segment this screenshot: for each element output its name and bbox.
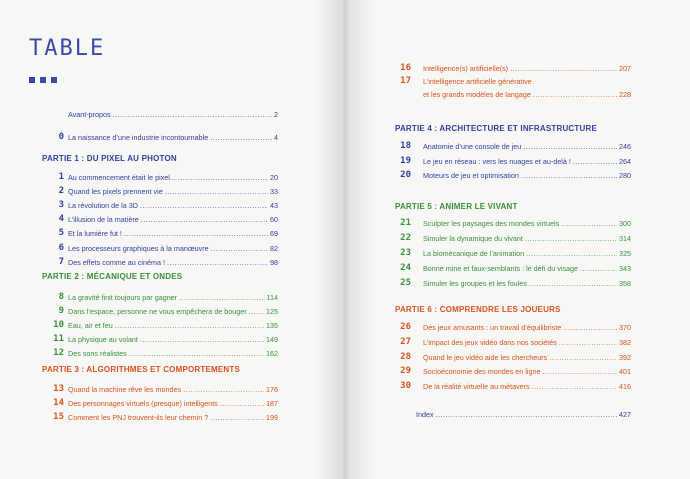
toc-entry bbox=[416, 410, 631, 420]
entry-title: La physique au volant bbox=[68, 335, 138, 344]
dot-leader bbox=[115, 321, 264, 331]
entry-title: Et la lumière fut ! bbox=[68, 229, 122, 239]
toc-entry bbox=[423, 157, 631, 167]
dot-leader bbox=[529, 279, 617, 289]
page-number: 314 bbox=[619, 234, 631, 244]
entry-title: Comment les PNJ trouvent-ils leur chemin ? bbox=[68, 413, 209, 422]
page-number: 187 bbox=[266, 399, 278, 408]
chapter-number: 5 bbox=[58, 228, 64, 239]
toc-entry bbox=[68, 173, 278, 183]
page-number: 228 bbox=[619, 89, 631, 99]
entry-title: Sculpter les paysages des mondes virtuels bbox=[423, 219, 560, 228]
dot-leader bbox=[129, 349, 264, 359]
toc-entry bbox=[423, 171, 631, 181]
page-number: 4 bbox=[274, 133, 278, 142]
page-number: 114 bbox=[266, 293, 278, 302]
dot-leader bbox=[510, 64, 617, 74]
page-number: 69 bbox=[270, 229, 278, 239]
dot-leader bbox=[140, 201, 268, 211]
chapter-number: 25 bbox=[400, 278, 411, 289]
dot-leader bbox=[549, 353, 617, 363]
entry-title: L’illusion de la matière bbox=[68, 215, 139, 225]
chapter-number: 16 bbox=[400, 63, 411, 73]
chapter-number: 2 bbox=[58, 186, 64, 197]
toc-entry bbox=[423, 323, 631, 333]
book-gutter bbox=[315, 0, 375, 479]
chapter-number: 23 bbox=[400, 248, 411, 259]
toc-entry bbox=[68, 215, 278, 225]
chapter-number: 8 bbox=[58, 292, 64, 302]
dot-leader bbox=[521, 171, 617, 181]
chapter-number: 13 bbox=[53, 384, 64, 394]
dot-leader bbox=[563, 323, 617, 333]
page-number: 343 bbox=[619, 264, 631, 274]
entry-title: Des sons réalistes bbox=[68, 349, 127, 358]
entry-title: La révolution de la 3D bbox=[68, 201, 138, 211]
page-number: 98 bbox=[270, 257, 278, 267]
dot-leader bbox=[249, 307, 264, 317]
entry-title: Des effets comme au cinéma ! bbox=[68, 257, 165, 267]
entry-title: Quand la machine rêve les mondes bbox=[68, 385, 182, 394]
toc-entry bbox=[68, 349, 278, 359]
chapter-number: 21 bbox=[400, 218, 411, 228]
entry-title: Dans l’espace, personne ne vous empêchera de bouger bbox=[68, 307, 247, 316]
page-number: 125 bbox=[266, 307, 278, 316]
chapter-number: 24 bbox=[400, 263, 411, 274]
dot-leader bbox=[532, 382, 617, 392]
dot-leader bbox=[165, 187, 268, 197]
toc-entry bbox=[68, 413, 278, 423]
entry-title: Simuler la dynamique du vivant bbox=[423, 234, 523, 244]
entry-title: Socioéconomie des mondes en ligne bbox=[423, 367, 541, 377]
part-heading: PARTIE 1 : DU PIXEL AU PHOTON bbox=[42, 154, 177, 163]
dot-leader bbox=[140, 335, 264, 345]
toc-entry bbox=[423, 382, 631, 392]
chapter-number: 15 bbox=[53, 412, 64, 422]
page-number: 264 bbox=[619, 156, 631, 166]
toc-entry bbox=[423, 234, 631, 244]
toc-entry bbox=[68, 307, 278, 317]
page-number: 358 bbox=[619, 279, 631, 289]
chapter-number: 14 bbox=[53, 398, 64, 408]
dot-leader bbox=[113, 110, 272, 120]
toc-entry bbox=[68, 385, 278, 395]
page-number: 392 bbox=[619, 352, 631, 362]
entry-title: Avant-propos bbox=[68, 110, 111, 119]
chapter-number: 27 bbox=[400, 336, 411, 347]
page-number: 2 bbox=[274, 110, 278, 119]
entry-title: Intelligence(s) artificielle(s) bbox=[423, 64, 509, 73]
dot-leader bbox=[542, 367, 617, 377]
toc-entry bbox=[68, 187, 278, 197]
page-number: 427 bbox=[619, 410, 631, 419]
entry-title: Quand le jeu vidéo aide les chercheurs bbox=[423, 352, 548, 362]
chapter-number: 1 bbox=[58, 172, 64, 182]
dot-leader bbox=[178, 173, 268, 183]
dot-leader bbox=[210, 133, 272, 143]
toc-entry bbox=[423, 264, 631, 274]
chapter-number: 18 bbox=[400, 141, 411, 151]
page-number: 60 bbox=[270, 215, 278, 225]
dot-leader bbox=[141, 215, 268, 225]
chapter-number: 4 bbox=[58, 214, 64, 225]
part-heading: PARTIE 5 : ANIMER LE VIVANT bbox=[395, 202, 518, 211]
entry-title: Simuler les groupes et les foules bbox=[423, 279, 527, 289]
entry-title: La biomécanique de l’animation bbox=[423, 249, 525, 259]
chapter-number: 7 bbox=[58, 256, 64, 267]
dot-leader bbox=[533, 90, 617, 100]
page-number: 199 bbox=[266, 413, 278, 422]
dot-leader bbox=[436, 410, 617, 420]
toc-entry bbox=[68, 244, 278, 254]
chapter-number: 0 bbox=[58, 132, 64, 142]
title-ornament bbox=[29, 77, 57, 83]
page-number: 401 bbox=[619, 367, 631, 377]
toc-entry bbox=[68, 229, 278, 239]
toc-entry bbox=[68, 201, 278, 211]
toc-entry bbox=[68, 293, 278, 303]
page-number: 416 bbox=[619, 382, 631, 392]
entry-title: Bonne mine et faux-semblants : le défi du visage bbox=[423, 264, 579, 274]
part-heading: PARTIE 4 : ARCHITECTURE ET INFRASTRUCTURE bbox=[395, 124, 597, 133]
page-number: 280 bbox=[619, 171, 631, 180]
toc-entry bbox=[423, 77, 631, 87]
dot-leader bbox=[179, 293, 264, 303]
page-number: 149 bbox=[266, 335, 278, 344]
dot-leader bbox=[573, 157, 617, 167]
page-number: 162 bbox=[266, 349, 278, 358]
page-number: 43 bbox=[270, 201, 278, 211]
chapter-number: 12 bbox=[53, 348, 64, 358]
toc-entry bbox=[423, 279, 631, 289]
dot-leader bbox=[580, 264, 617, 274]
page-number: 176 bbox=[266, 385, 278, 394]
entry-title: De la réalité virtuelle au métavers bbox=[423, 382, 530, 392]
toc-entry bbox=[68, 110, 278, 120]
toc-entry bbox=[423, 338, 631, 348]
toc-entry bbox=[423, 249, 631, 259]
chapter-number: 22 bbox=[400, 233, 411, 244]
toc-entry bbox=[68, 133, 278, 143]
chapter-number: 19 bbox=[400, 155, 411, 166]
toc-entry bbox=[68, 321, 278, 331]
dot-leader bbox=[561, 219, 617, 229]
part-heading: PARTIE 2 : MÉCANIQUE ET ONDES bbox=[42, 272, 183, 281]
toc-entry bbox=[423, 64, 631, 74]
page-number: 325 bbox=[619, 249, 631, 259]
entry-title: La gravité finit toujours par gagner bbox=[68, 293, 178, 302]
page-number: 33 bbox=[270, 187, 278, 197]
dot-leader bbox=[526, 249, 617, 259]
entry-title: Eau, air et feu bbox=[68, 321, 113, 330]
dot-leader bbox=[220, 399, 264, 409]
toc-entry bbox=[68, 258, 278, 268]
page-number: 382 bbox=[619, 337, 631, 347]
chapter-number: 11 bbox=[53, 334, 64, 344]
dot-leader bbox=[211, 244, 268, 254]
chapter-number: 20 bbox=[400, 170, 411, 180]
dot-leader bbox=[183, 385, 264, 395]
page-title: TABLE bbox=[29, 36, 106, 61]
toc-entry bbox=[423, 353, 631, 363]
chapter-number: 17 bbox=[400, 76, 411, 86]
entry-title: L’impact des jeux vidéo dans nos sociétés bbox=[423, 337, 557, 347]
entry-title: L’intelligence artificielle générative bbox=[423, 77, 532, 86]
chapter-number: 6 bbox=[58, 242, 64, 253]
entry-title: Index bbox=[416, 410, 434, 419]
chapter-number: 10 bbox=[53, 320, 64, 330]
entry-title: Des jeux amusants : un travail d’équilibriste bbox=[423, 323, 562, 332]
entry-title: Le jeu en réseau : vers les nuages et au-delà ! bbox=[423, 156, 571, 166]
part-heading: PARTIE 6 : COMPRENDRE LES JOUEURS bbox=[395, 305, 561, 314]
entry-title: Les processeurs graphiques à la manœuvre bbox=[68, 243, 209, 253]
entry-title: Anatomie d’une console de jeu bbox=[423, 142, 522, 151]
chapter-number: 28 bbox=[400, 351, 411, 362]
toc-entry bbox=[423, 90, 631, 100]
dot-leader bbox=[167, 258, 268, 268]
part-heading: PARTIE 3 : ALGORITHMES ET COMPORTEMENTS bbox=[42, 365, 241, 374]
page-number: 370 bbox=[619, 323, 631, 332]
page-number: 20 bbox=[270, 173, 278, 182]
chapter-number: 26 bbox=[400, 322, 411, 332]
dot-leader bbox=[210, 413, 264, 423]
entry-title: Des personnages virtuels (presque) intelligents bbox=[68, 399, 218, 408]
toc-entry bbox=[423, 142, 631, 152]
entry-title: Moteurs de jeu et optimisation bbox=[423, 171, 519, 180]
dot-leader bbox=[523, 142, 617, 152]
chapter-number: 30 bbox=[400, 381, 411, 392]
page-number: 82 bbox=[270, 243, 278, 253]
dot-leader bbox=[559, 338, 617, 348]
dot-leader bbox=[525, 234, 617, 244]
toc-entry bbox=[68, 399, 278, 409]
toc-entry bbox=[423, 367, 631, 377]
chapter-number: 3 bbox=[58, 200, 64, 211]
toc-entry bbox=[68, 335, 278, 345]
entry-title: La naissance d’une industrie incontournable bbox=[68, 133, 209, 142]
chapter-number: 29 bbox=[400, 366, 411, 377]
entry-title: Quand les pixels prennent vie bbox=[68, 187, 163, 197]
dot-leader bbox=[124, 229, 268, 239]
entry-title: et les grands modèles de langage bbox=[423, 89, 531, 99]
chapter-number: 9 bbox=[58, 306, 64, 316]
page-number: 207 bbox=[619, 64, 631, 73]
page-number: 246 bbox=[619, 142, 631, 151]
page-number: 135 bbox=[266, 321, 278, 330]
entry-title: Au commencement était le pixel... bbox=[68, 173, 176, 182]
page-number: 300 bbox=[619, 219, 631, 228]
toc-entry bbox=[423, 219, 631, 229]
